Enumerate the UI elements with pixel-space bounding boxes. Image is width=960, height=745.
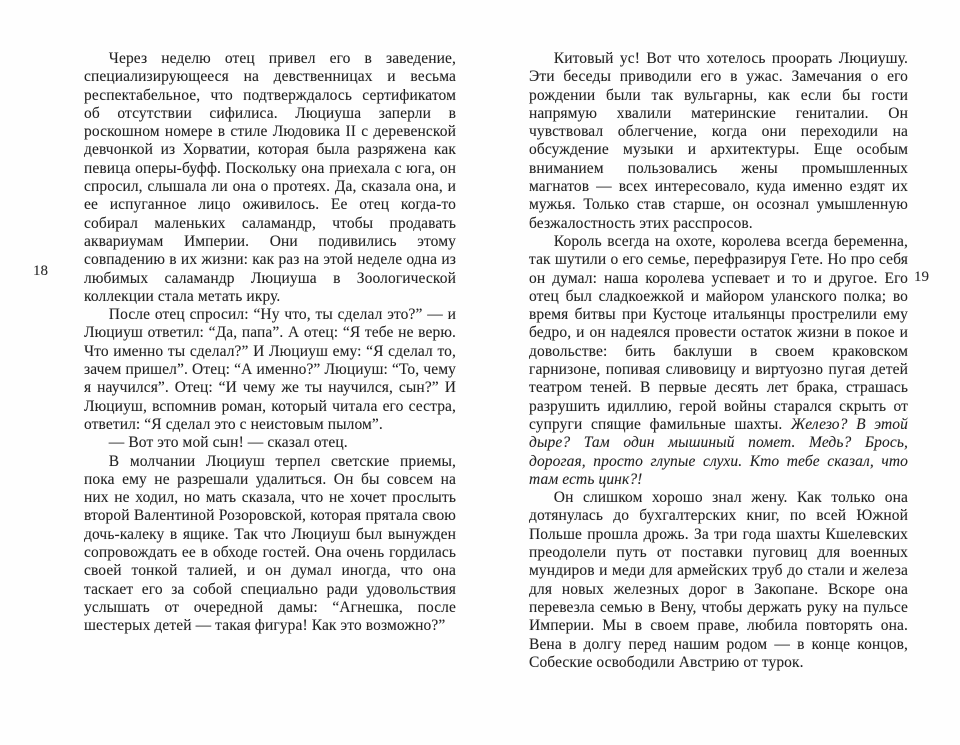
paragraph [84,306,456,434]
paragraph [529,233,908,489]
text-run: — Вот это мой сын! — сказал отец. [108,434,348,452]
text-run: Он слишком хорошо знал жену. Как только она дотянулась до бухгалтерских книг, по всей Южной Польше прошла дрожь. За три года шахты Кшелевских преодолели путь от поставки пуговиц для военных мундиров и меди для армейских труб до стали и железа для новых железных дорог в Закопане. Вскоре она перевезла семью в Вену, чтобы держать руку на пульсе Империи. Мы в своем праве, любила повторять она. Вена в долгу перед нашим родом — в конце концов, Собеские освободили Австрию от турок. [529,489,908,671]
paragraph [84,434,456,452]
text-run: В молчании Люциуш терпел светские приемы, пока ему не разрешали удалиться. Он бы совсем на них не ходил, но мать сказала, что не хочет прослыть второй Валентиной Розоровской, которая прятала свою дочь-калеку в ящике. Так что Люциуш был вынужден сопровождать ее в обходе гостей. Она очень гордилась своей тонкой талией, и он думал иногда, что она таскает его за собой специально ради удовольствия услышать от очередной дамы: “Агнешка, после шестерых детей — такая фигура! Как это возможно?” [84,452,456,635]
text-run: После отец спросил: “Ну что, ты сделал это?” — и Люциуш ответил: “Да, папа”. А отец: “Я тебе не верю. Что именно ты сделал?” И Люциуш ему: “Я сделал то, зачем пришел”. Отец: “А именно?” Люциуш: “То, чему я научился”. Отец: “И чему же ты научился, сын?” И Люциуш, вспомнив роман, который читала его сестра, ответил: “Я сделал это с неистовым пылом”. [84,306,456,433]
paragraph [529,50,908,233]
paragraph [84,453,456,636]
text-run: Через неделю отец привел его в заведение, специализирующееся на девственницах и весьма респектабельное, что подтверждалось сертификатом об отсутствии сифилиса. Люциуша заперли в роскошном номере в стиле Людовика II с деревенской девчонкой из Хорватии, которая была разряжена как певица оперы-буфф. Поскольку она приехала с юга, он спросил, слышала ли она о протеях. Да, сказала она, и ее испуганное лицо оживилось. Ее отец когда-то собирал маленьких саламандр, чтобы продавать аквариумам Империи. Они подивились этому совпадению в их жизни: как раз на этой неделе одна из любимых саламандр Люциуша в Зоологической коллекции стала метать икру. [84,50,456,305]
paragraph [529,489,908,672]
text-run: Король всегда на охоте, королева всегда беременна, так шутили о его семье, перефразируя Гете. Но про себя он думал: наша королева успевает и то и другое. Его отец был сладкоежкой и майором уланского полка; во время битвы при Кустоце итальянцы прострелили ему бедро, и он надеялся провести остаток жизни в покое и довольстве: бить баклуши в своем краковском гарнизоне, попивая сливовицу и виртуозно пугая детей театром теней. В первые десять лет брака, страшась разрушить идиллию, герой войны старался скрыть от супруги спящие фамильные шахты. [529,232,908,433]
page-right-text [529,50,908,672]
paragraph [84,50,456,306]
page-left-text [84,50,456,636]
text-run: Китовый ус! Вот что хотелось проорать Люциушу. Эти беседы приводили его в ужас. Замечания о его рождении были так вульгарны, как если бы гости напрямую хвалили материнские гениталии. Он чувствовал облегчение, когда они переходили на обсуждение музыки и архитектуры. Еще особым вниманием пользовались жены промышленных магнатов — всех интересовало, куда именно ездят их мужья. Только став старше, он осознал умышленную безжалостность этих расспросов. [529,50,908,232]
page-number-left: 18 [33,263,48,279]
italic-text-run: Железо? В этой дыре? Там один мышиный помет. Медь? Брось, дорогая, просто глупые слухи. Кто тебе сказал, что там есть цинк?! [529,415,908,488]
page-number-right: 19 [914,269,929,285]
